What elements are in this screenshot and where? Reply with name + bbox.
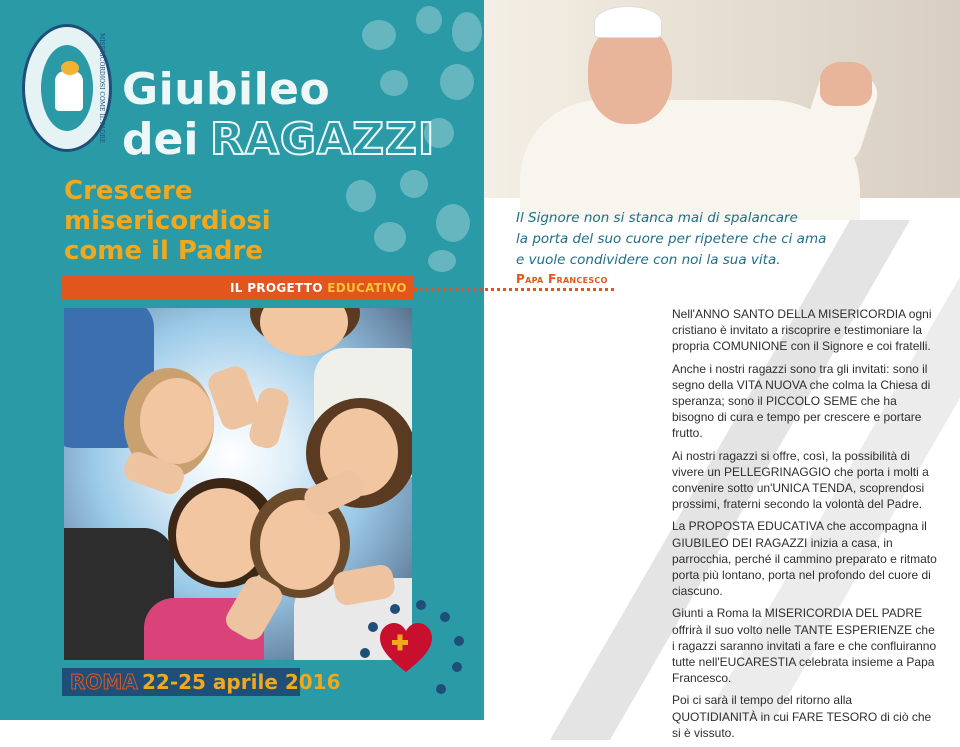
quote-line: Il Signore non si stanca mai di spalancare (516, 210, 798, 226)
quote-line: la porta del suo cuore per ripetere che ci ama (516, 231, 827, 247)
paragraph: Anche i nostri ragazzi sono tra gli invitati: sono il segno della VITA NUOVA che colma la Chiesa di speranza; sono il PICCOLO SEME che ha bisogno di cura e tempo per crescere e portare frutto. (672, 361, 931, 441)
pope-figure-hand (820, 62, 872, 106)
pope-quote (516, 208, 846, 271)
section-band-label: IL PROGETTO EDUCATIVO (230, 281, 407, 295)
paragraph: Giunti a Roma la MISERICORDIA DEL PADRE offrirà il suo volto nelle TANTE ESPERIENZE che i ragazzi saranno invitati a fare e che confluiranno tutte nell'EUCARESTIA celebrata insieme a Papa Francesco. (672, 606, 937, 686)
subtitle-line2: misericordiosi (64, 206, 271, 236)
paragraph: Nell'ANNO SANTO DELLA MISERICORDIA ogni cristiano è invitato a riscoprire e testimoniare la propria COMUNIONE con il Signore e coi fratelli. (672, 307, 932, 354)
subtitle-line3: come il Padre (64, 236, 263, 266)
page-title-line2b: RAGAZZI (210, 114, 436, 165)
date-city: ROMA (70, 670, 138, 694)
pope-figure-head (588, 24, 672, 124)
date-range: 22-25 aprile 2016 (142, 670, 341, 694)
dotted-divider (414, 288, 614, 291)
paragraph: La PROPOSTA EDUCATIVA che accompagna il GIUBILEO DEI RAGAZZI inizia a casa, in parrocchia, perché il cammino preparato e ritmato porta più lontano, porta nel profondo del cuore di ciascuno. (672, 519, 937, 599)
jubilee-logo-icon (22, 24, 112, 152)
heart-cross-icon (378, 620, 434, 676)
subtitle-line1: Crescere (64, 176, 193, 206)
body-text (672, 306, 940, 747)
pope-figure-cap (594, 6, 662, 38)
page-title-line2a: dei (122, 114, 199, 165)
paragraph: Ai nostri ragazzi si offre, così, la possibilità di vivere un PELLEGRINAGGIO che porta i molti a convenire sotto un'UNICA TENDA, scoprendosi prossimi, fraterni secondo la volontà del Padre. (672, 448, 929, 512)
page-title-line1: Giubileo (122, 64, 331, 115)
quote-author: Papa Francesco (516, 272, 608, 286)
kids-group-photo (64, 308, 412, 660)
quote-line: e vuole condividere con noi la sua vita. (516, 252, 781, 268)
paragraph: Poi ci sarà il tempo del ritorno alla QUOTIDIANITÀ in cui FARE TESORO di ciò che si è vissuto. (672, 693, 932, 740)
logo-ring-text: MISERICORDIOSI COME IL PADRE (98, 32, 105, 144)
